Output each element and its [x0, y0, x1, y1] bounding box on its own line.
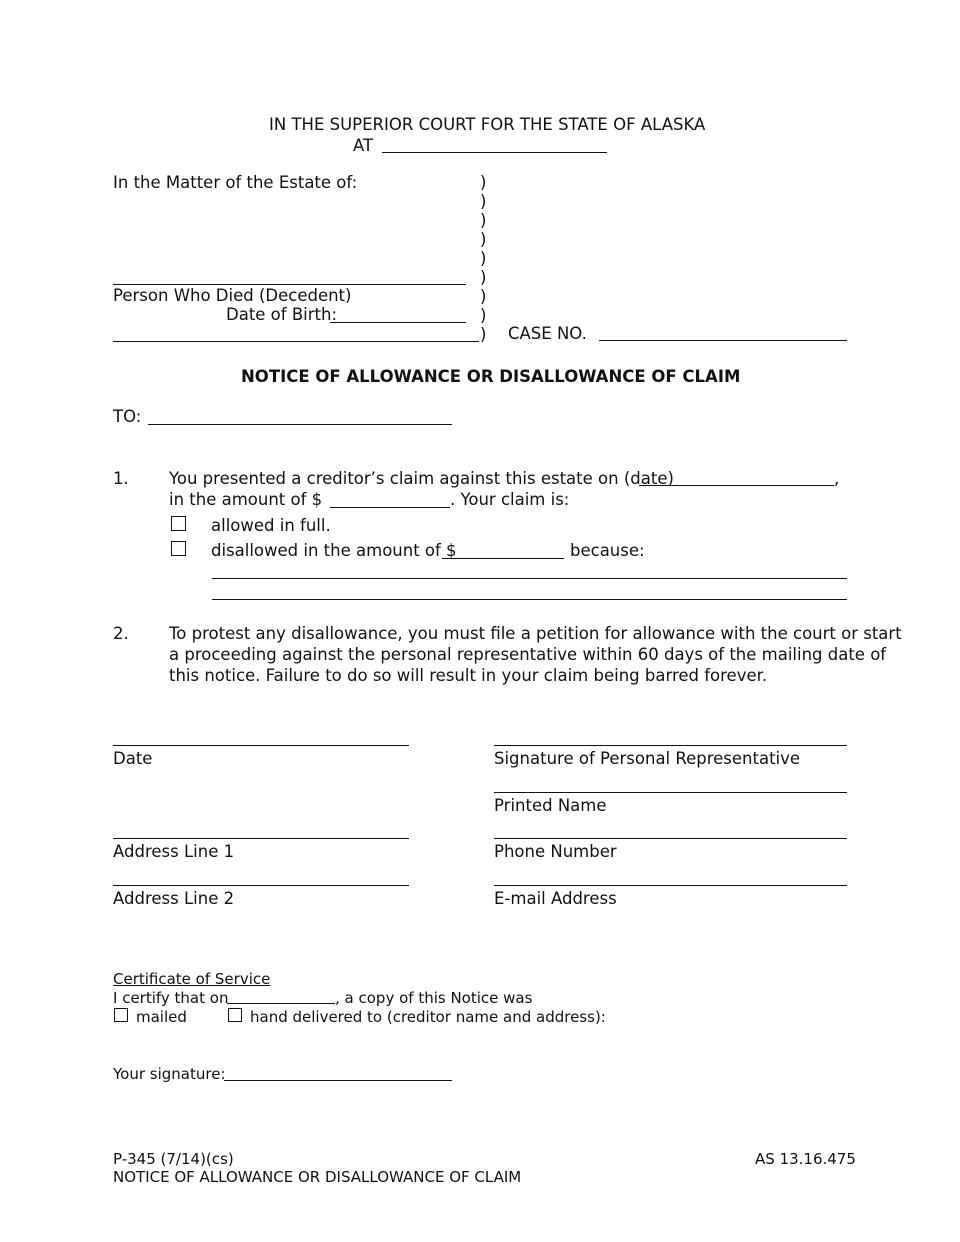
- item2-line3: this notice. Failure to do so will result in your claim being barred forever.: [169, 666, 768, 685]
- date-label: Date: [113, 749, 153, 768]
- phone-field[interactable]: [494, 838, 847, 839]
- email-field[interactable]: [494, 885, 847, 886]
- caption-paren: ): [480, 268, 487, 287]
- caption-paren: ): [480, 325, 487, 344]
- item2-line1: To protest any disallowance, you must file a petition for allowance with the court or start: [169, 624, 902, 643]
- dob-label: Date of Birth:: [226, 305, 338, 324]
- to-field[interactable]: [148, 424, 452, 425]
- address2-field[interactable]: [113, 885, 409, 886]
- claim-date-field[interactable]: [639, 485, 834, 486]
- form-number: P-345 (7/14)(cs): [113, 1150, 234, 1168]
- caption-paren: ): [480, 230, 487, 249]
- matter-label: In the Matter of the Estate of:: [113, 173, 358, 192]
- reason-line-1[interactable]: [212, 578, 847, 579]
- address1-label: Address Line 1: [113, 842, 235, 861]
- caption-paren: ): [480, 192, 487, 211]
- caption-paren: ): [480, 306, 487, 325]
- to-label: TO:: [113, 407, 142, 426]
- claim-amount-field[interactable]: [330, 507, 450, 508]
- signature-field[interactable]: [494, 745, 847, 746]
- caption-paren: ): [480, 211, 487, 230]
- hand-delivered-checkbox[interactable]: [228, 1008, 242, 1022]
- item2-number: 2.: [113, 624, 129, 643]
- mailed-label: mailed: [136, 1008, 187, 1026]
- hand-delivered-label: hand delivered to (creditor name and address):: [250, 1008, 606, 1026]
- footer-form-title: NOTICE OF ALLOWANCE OR DISALLOWANCE OF CLAIM: [113, 1168, 522, 1186]
- allowed-checkbox[interactable]: [171, 516, 186, 531]
- because-label: because:: [570, 541, 645, 560]
- caption-bottom-line: [113, 341, 479, 342]
- at-label: AT: [353, 136, 374, 155]
- your-signature-field[interactable]: [224, 1080, 452, 1081]
- phone-label: Phone Number: [494, 842, 617, 861]
- disallowed-amount-field[interactable]: [442, 558, 564, 559]
- statute: AS 13.16.475: [755, 1150, 856, 1168]
- caption-paren: ): [480, 249, 487, 268]
- item1-number: 1.: [113, 469, 129, 488]
- disallowed-label: disallowed in the amount of $: [211, 541, 457, 560]
- address2-label: Address Line 2: [113, 889, 235, 908]
- disallowed-checkbox[interactable]: [171, 541, 186, 556]
- printed-name-label: Printed Name: [494, 796, 607, 815]
- caption-paren: ): [480, 287, 487, 306]
- case-no-label: CASE NO.: [508, 324, 587, 343]
- allowed-label: allowed in full.: [211, 516, 331, 535]
- certificate-title: Certificate of Service: [113, 970, 271, 988]
- address1-field[interactable]: [113, 838, 409, 839]
- item1-line2a: in the amount of $: [169, 490, 323, 509]
- signature-label: Signature of Personal Representative: [494, 749, 801, 768]
- caption-paren: ): [480, 173, 487, 192]
- service-date-field[interactable]: [227, 1003, 335, 1004]
- court-heading: IN THE SUPERIOR COURT FOR THE STATE OF ALASKA: [269, 115, 706, 134]
- case-no-field[interactable]: [599, 340, 847, 341]
- decedent-name-field[interactable]: [113, 284, 466, 285]
- mailed-checkbox[interactable]: [114, 1008, 128, 1022]
- item1-comma: ,: [834, 469, 840, 488]
- date-field[interactable]: [113, 745, 409, 746]
- item2-line2: a proceeding against the personal representative within 60 days of the mailing date of: [169, 645, 887, 664]
- item1-line1: You presented a creditor’s claim against this estate on (date): [169, 469, 674, 488]
- your-signature-label: Your signature:: [113, 1065, 226, 1083]
- at-location-field[interactable]: [382, 152, 607, 153]
- certify-text-b: , a copy of this Notice was: [335, 989, 533, 1007]
- item1-line2b: . Your claim is:: [450, 490, 570, 509]
- certify-text-a: I certify that on: [113, 989, 229, 1007]
- reason-line-2[interactable]: [212, 599, 847, 600]
- dob-field[interactable]: [330, 322, 466, 323]
- email-label: E-mail Address: [494, 889, 617, 908]
- decedent-label: Person Who Died (Decedent): [113, 286, 352, 305]
- printed-name-field[interactable]: [494, 792, 847, 793]
- form-title: NOTICE OF ALLOWANCE OR DISALLOWANCE OF CLAIM: [241, 367, 741, 386]
